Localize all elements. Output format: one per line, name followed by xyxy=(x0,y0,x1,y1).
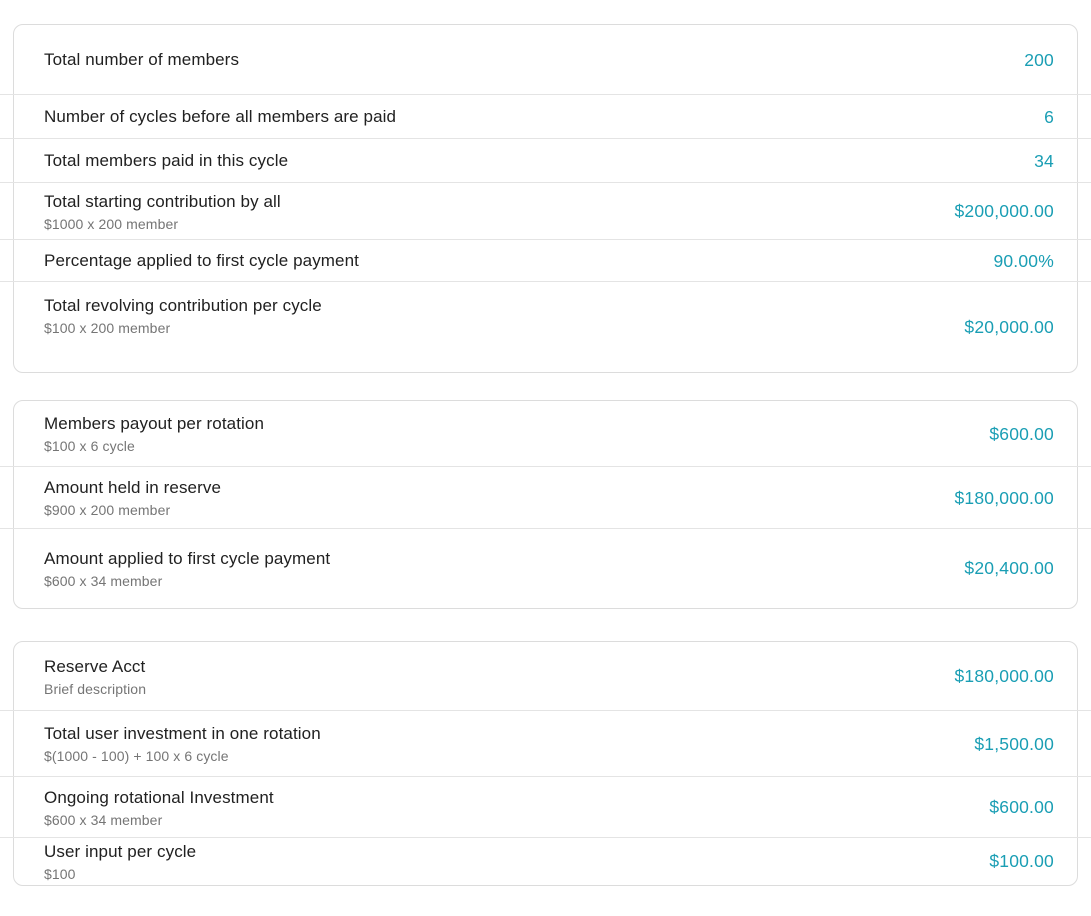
table-row xyxy=(14,838,1077,885)
row-value: $20,400.00 xyxy=(964,558,1054,578)
row-labels xyxy=(44,476,221,520)
row-value: $100.00 xyxy=(989,851,1054,871)
row-label: Total members paid in this cycle xyxy=(44,151,289,170)
row-sublabel: $(1000 - 100) + 100 x 6 cycle xyxy=(44,748,229,764)
row-label: Amount held in reserve xyxy=(44,478,222,497)
row-sublabel: $100 x 6 cycle xyxy=(44,438,135,454)
row-labels xyxy=(44,249,359,273)
row-labels xyxy=(44,48,239,72)
row-value: $600.00 xyxy=(989,423,1054,444)
table-row xyxy=(14,467,1077,529)
pool-summary-card xyxy=(13,24,1078,373)
row-sublabel: $600 x 34 member xyxy=(44,811,163,828)
row-label: User input per cycle xyxy=(44,841,197,861)
row-label: Amount applied to first cycle payment xyxy=(44,548,331,568)
row-label: Number of cycles before all members are paid xyxy=(44,107,397,126)
row-sublabel: $600 x 34 member xyxy=(44,572,163,589)
row-labels xyxy=(44,190,281,234)
table-row xyxy=(14,95,1077,139)
row-value: 6 xyxy=(1044,106,1054,127)
row-sublabel: $100 xyxy=(44,865,76,882)
row-value: $600.00 xyxy=(989,797,1054,817)
row-value: $180,000.00 xyxy=(954,666,1054,686)
table-row xyxy=(14,529,1077,608)
row-sublabel: Brief description xyxy=(44,680,147,697)
table-row xyxy=(14,642,1077,711)
row-label: Total user investment in one rotation xyxy=(44,724,321,743)
table-row xyxy=(14,401,1077,467)
row-label: Reserve Acct xyxy=(44,656,146,676)
row-sublabel: $900 x 200 member xyxy=(44,502,171,518)
row-value: 90.00% xyxy=(993,250,1054,271)
row-value: $180,000.00 xyxy=(954,487,1054,508)
row-sublabel: $100 x 200 member xyxy=(44,320,171,336)
row-label: Total revolving contribution per cycle xyxy=(44,296,322,315)
row-value: $200,000.00 xyxy=(954,201,1054,221)
row-labels xyxy=(44,547,330,591)
table-row xyxy=(14,282,1077,372)
row-labels xyxy=(44,149,288,173)
row-label: Total number of members xyxy=(44,50,240,69)
payout-summary-card xyxy=(13,400,1078,609)
row-labels xyxy=(44,655,146,699)
row-label: Members payout per rotation xyxy=(44,414,265,433)
table-row xyxy=(14,183,1077,240)
table-row xyxy=(14,711,1077,777)
investment-summary-card xyxy=(13,641,1078,886)
row-value: $1,500.00 xyxy=(974,733,1054,754)
row-labels xyxy=(44,840,196,884)
row-label: Total starting contribution by all xyxy=(44,191,281,211)
table-row xyxy=(14,240,1077,282)
row-labels xyxy=(44,786,274,830)
row-labels xyxy=(44,412,264,456)
table-row xyxy=(14,139,1077,183)
row-labels xyxy=(44,722,321,766)
row-label: Percentage applied to first cycle payment xyxy=(44,251,359,270)
row-labels xyxy=(44,105,396,129)
row-value: 200 xyxy=(1024,49,1054,70)
table-row xyxy=(14,777,1077,838)
row-labels xyxy=(44,282,322,338)
row-label: Ongoing rotational Investment xyxy=(44,787,274,807)
row-sublabel: $1000 x 200 member xyxy=(44,215,179,232)
row-value: $20,000.00 xyxy=(964,316,1054,337)
table-row xyxy=(14,25,1077,95)
row-value: 34 xyxy=(1034,150,1054,171)
